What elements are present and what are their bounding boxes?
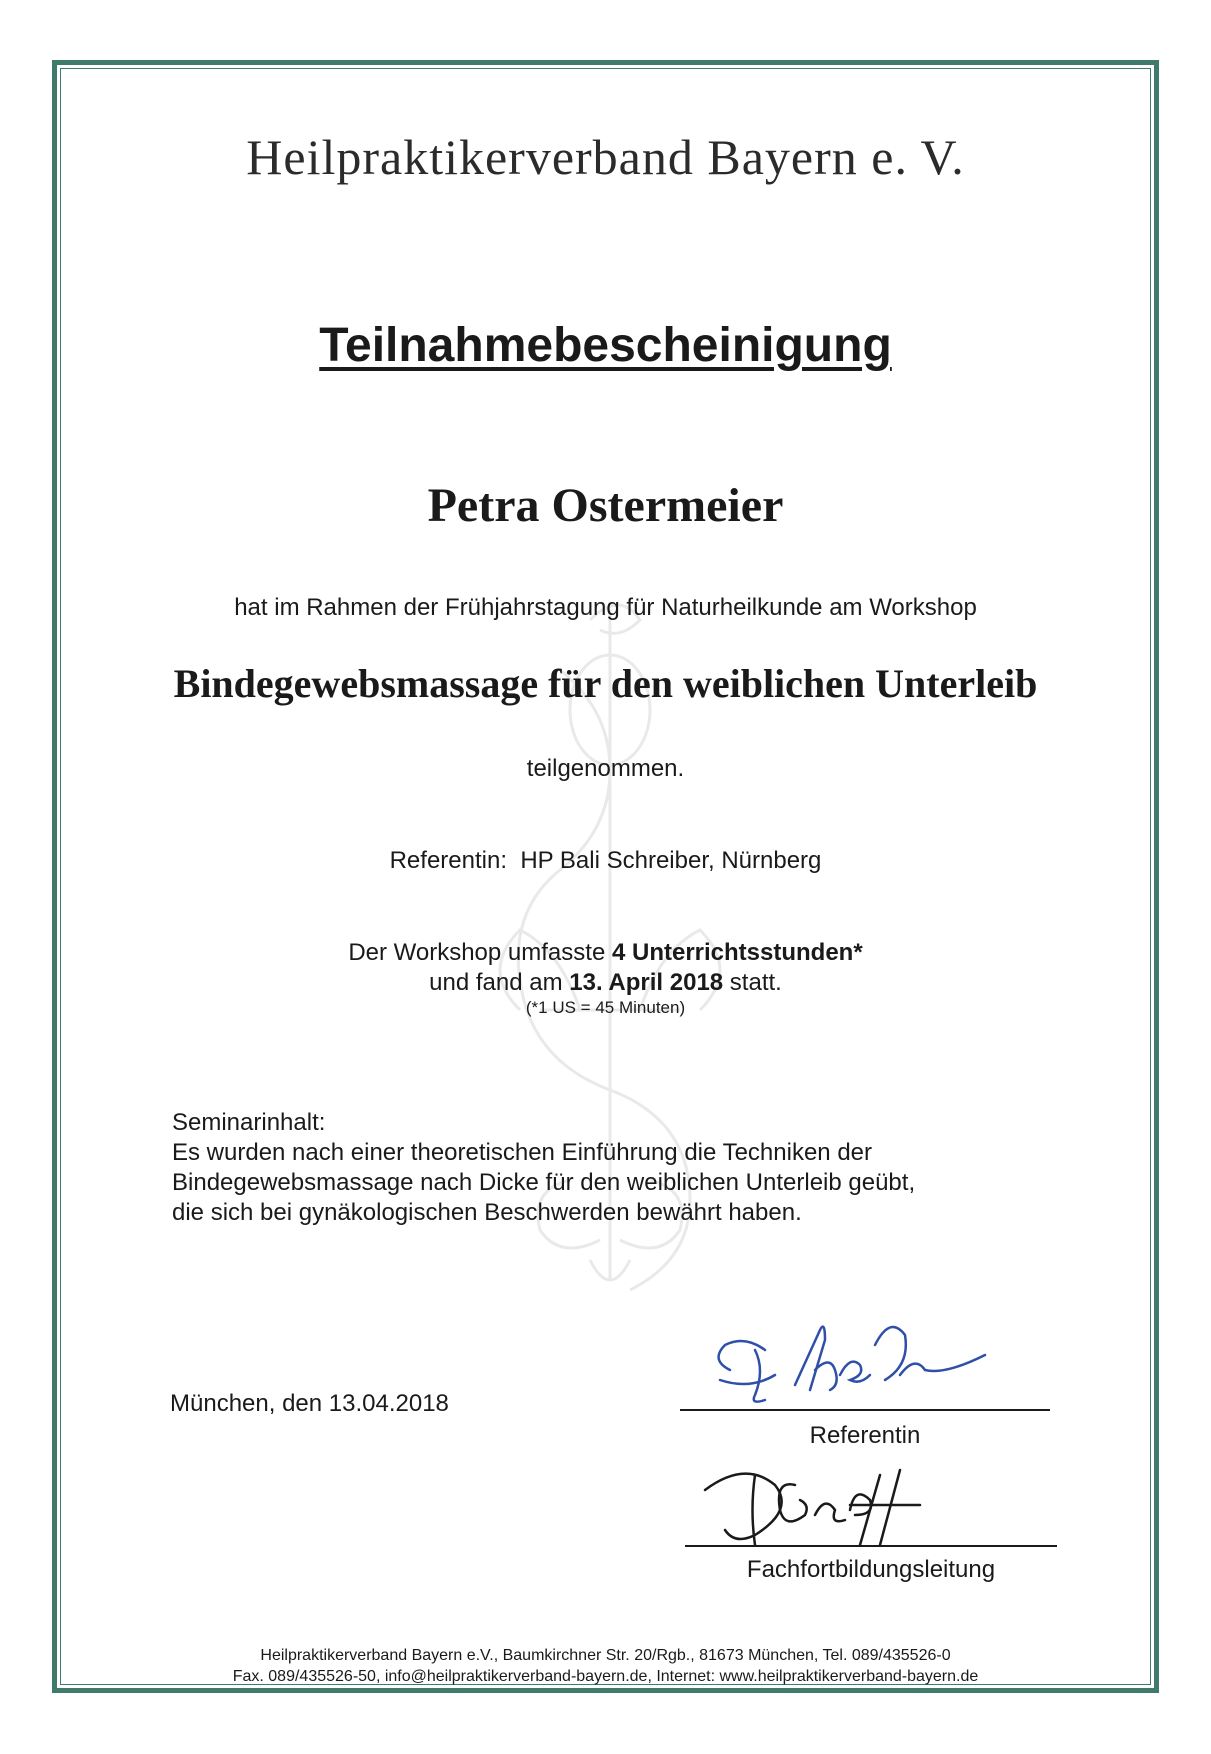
workshop-title: Bindegewebsmassage für den weiblichen Unterleib	[173, 661, 1038, 706]
scope-footnote: (*1 US = 45 Minuten)	[525, 998, 686, 1017]
scope-date-suffix: statt.	[723, 969, 782, 996]
signature-role-leadership: Fachfortbildungsleitung	[746, 1556, 996, 1583]
organization-name: Heilpraktikerverband Bayern e. V.	[246, 129, 965, 185]
leadership-signature	[700, 1455, 960, 1550]
speaker-line	[60, 847, 1151, 875]
seminar-content-line: Es wurden nach einer theoretischen Einführung die Techniken der	[172, 1139, 873, 1166]
document-title: Teilnahmebescheinigung	[319, 319, 892, 372]
scope-date-prefix: und fand am	[429, 969, 570, 996]
seminar-content-line: die sich bei gynäkologischen Beschwerden bewährt haben.	[172, 1199, 802, 1226]
scope-hours: 4 Unterrichtsstunden*	[611, 939, 863, 966]
scope-line-1	[60, 938, 1151, 968]
footer-contact	[60, 1645, 1151, 1687]
scope-line-2	[60, 968, 1151, 998]
signature-line-leadership	[685, 1545, 1057, 1547]
footer-line-2: Fax. 089/435526-50, info@heilpraktikerverband-bayern.de, Internet: www.heilpraktikerverband-bayern.de	[232, 1668, 979, 1685]
seminar-content-line: Bindegewebsmassage nach Dicke für den weiblichen Unterleib geübt,	[172, 1169, 916, 1196]
speaker-signature	[700, 1310, 1000, 1405]
footer-line-1: Heilpraktikerverband Bayern e.V., Baumkirchner Str. 20/Rgb., 81673 München, Tel. 089/435526-0	[260, 1647, 951, 1664]
scope-date: 13. April 2018	[569, 969, 724, 996]
signature-role-speaker: Referentin	[809, 1422, 921, 1449]
speaker-label: Referentin:	[389, 847, 507, 874]
participation-text: teilgenommen.	[526, 755, 685, 782]
seminar-content-heading: Seminarinhalt:	[172, 1109, 326, 1136]
intro-text: hat im Rahmen der Frühjahrstagung für Naturheilkunde am Workshop	[234, 594, 977, 621]
scope-prefix: Der Workshop umfasste	[348, 939, 612, 966]
participant-name: Petra Ostermeier	[427, 479, 784, 532]
speaker-name: HP Bali Schreiber, Nürnberg	[520, 847, 822, 874]
signature-line-speaker	[680, 1409, 1050, 1411]
place-and-date: München, den 13.04.2018	[170, 1390, 449, 1417]
workshop-scope	[60, 938, 1151, 1018]
seminar-content	[172, 1108, 1022, 1228]
